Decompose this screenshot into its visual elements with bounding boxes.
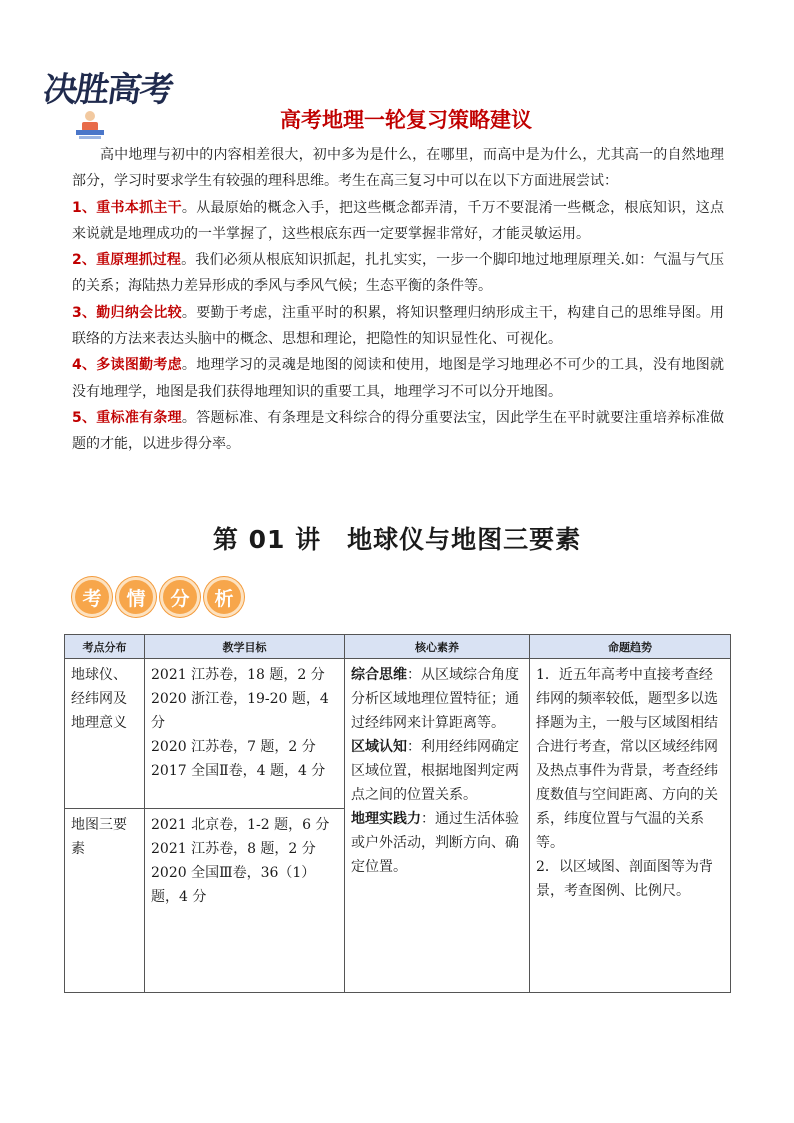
document-title: 高考地理一轮复习策略建议 [280,108,532,132]
tip-4 [72,352,724,405]
badge-char: 考 [72,577,112,617]
intro-paragraph: 高中地理与初中的内容相差很大，初中多为是什么，在哪里，而高中是为什么，尤其高一的自然地理部分，学习时要求学生有较强的理科思维。考生在高三复习中可以在以下方面进展尝试： [72,147,724,190]
literacy-item [351,735,523,807]
literacy-text: ：通过生活体验或户外活动，判断方向、确定位置。 [351,811,519,875]
section-badge [72,577,244,617]
literacy-text: ：从区域综合角度分析区域地理位置特征；通过经纬网来计算距离等。 [351,667,519,731]
badge-char: 情 [116,577,156,617]
tip-body: 。从最原始的概念入手，把这些概念都弄清，千万不要混淆一些概念，根底知识，这点来说就是地理成功的一半掌握了，这些根底东西一定要掌握非常好，才能灵敏运用。 [72,199,724,242]
tip-heading: 4、多读图勤考虑 [72,357,182,374]
trend-item: 2．以区域图、剖面图等为背景，考查图例、比例尺。 [536,859,713,899]
literacy-cell [345,659,530,993]
column-header: 命题趋势 [530,635,731,659]
goal-item: 2020 江苏卷，7 题，2 分 [151,739,316,755]
tip-body: 。要勤于考虑，注重平时的积累，将知识整理归纳形成主干，构建自己的思维导图。用联络的方法来表达头脑中的概念、思想和理论，把隐性的知识显性化、可视化。 [72,304,724,348]
column-header: 考点分布 [65,635,145,659]
literacy-label: 区域认知 [351,739,407,755]
goal-item: 2017 全国Ⅱ卷，4 题，4 分 [151,763,326,779]
tip-body: 。我们必须从根底知识抓起，扎扎实实，一步一个脚印地过地理原理关.如：气温与气压的关系；海陆热力差异形成的季风与季风气候；生态平衡的条件等。 [72,252,724,295]
column-header: 核心素养 [345,635,530,659]
badge-char: 析 [204,577,244,617]
goal-item: 2021 江苏卷，18 题，2 分 [151,667,325,683]
badge-char: 分 [160,577,200,617]
tip-body: 。答题标准、有条理是文科综合的得分重要法宝，因此学生在平时就要注重培养标准做题的才能，以进步得分率。 [72,409,724,453]
tip-heading: 5、重标准有条理 [72,409,182,426]
lecture-title: 第 01 讲 地球仪与地图三要素 [212,525,582,554]
tip-heading: 1、重书本抓主干 [72,199,182,216]
tip-1 [72,195,724,248]
table-header-row [65,635,731,659]
topic-cell: 地球仪、经纬网及地理意义 [65,659,145,809]
goals-cell [145,659,345,809]
trend-cell [530,659,731,993]
trend-item: 1．近五年高考中直接考查经纬网的频率较低，题型多以选择题为主，一般与区域图相结合进行考查，常以区域经纬网及热点事件为背景，考查经纬度数值与空间距离、方向的关系，纬度位置与气温的关系等。 [536,667,718,851]
tip-heading: 2、重原理抓过程 [72,252,182,269]
goal-item: 2021 北京卷，1-2 题，6 分 [151,817,330,833]
exam-analysis-table [64,634,731,993]
logo-text: 决胜高考 [40,70,175,110]
literacy-label: 综合思维 [351,667,407,683]
tip-5 [72,405,724,458]
goal-item: 2020 全国Ⅲ卷，36（1）题，4 分 [151,865,316,905]
tip-body: 。地理学习的灵魂是地图的阅读和使用，地图是学习地理必不可少的工具，没有地图就没有地理学，地图是我们获得地理知识的重要工具，地理学习不可以分开地图。 [72,357,724,400]
intro-section [72,142,724,458]
column-header: 教学目标 [145,635,345,659]
goals-cell [145,809,345,993]
goal-item: 2020 浙江卷，19-20 题，4 分 [151,691,329,731]
literacy-item [351,663,523,735]
literacy-item [351,807,523,879]
goal-item: 2021 江苏卷，8 题，2 分 [151,841,316,857]
literacy-label: 地理实践力 [351,811,421,827]
tip-heading: 3、勤归纳会比较 [72,304,182,321]
tip-2 [72,247,724,300]
literacy-text: ：利用经纬网确定区域位置，根据地图判定两点之间的位置关系。 [351,739,519,803]
topic-cell: 地图三要素 [65,809,145,993]
tip-3 [72,300,724,353]
table-row [65,659,731,809]
